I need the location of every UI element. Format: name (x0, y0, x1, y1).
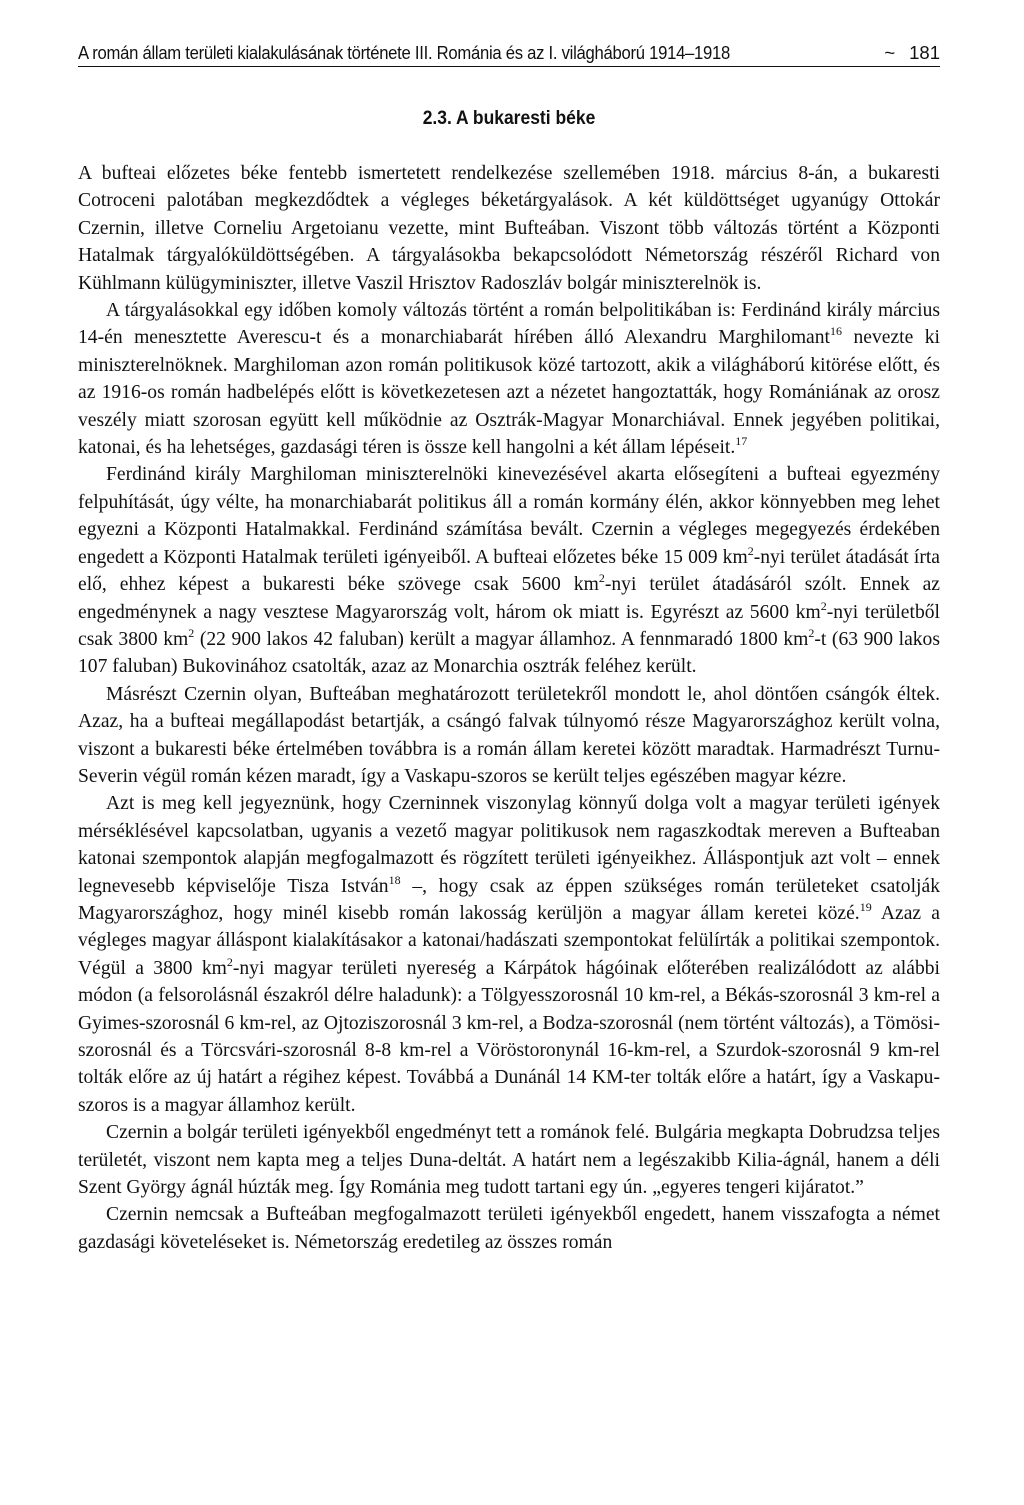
paragraph-text: A bufteai előzetes béke fentebb ismertetett rendelkezése szellemében 1918. március 8-án, a bukaresti Cotroceni palotában megkezdődtek a végleges béketárgyalások. A két küldöttséget ugyanúgy Ottokár Czernin, illetve Corneliu Argetoianu vezette, mint Bufteában. Viszont több változás történt a Központi Hatalmak tárgyalóküldöttségében. A tárgyalásokba bekapcsolódott Németország részéről Richard von Kühlmann külügyminiszter, illetve Vaszil Hrisztov Radoszláv bolgár miniszterelnök is. (78, 163, 940, 294)
paragraph (78, 1201, 940, 1256)
paragraph-text: Másrészt Czernin olyan, Bufteában meghatározott területekről mondott le, ahol döntően csángók éltek. Azaz, ha a bufteai megállapodást betartják, a csángó falvak túlnyomó része Magyarországhoz került volna, viszont a bukaresti béke értelmében továbbra is a román állam keretei között maradtak. Harmadrészt Turnu-Severin végül román kézen maradt, így a Vaskapu-szoros se került teljes egészében magyar kézre. (78, 683, 940, 787)
paragraph-text: Ferdinánd király Marghiloman miniszterelnöki kinevezésével akarta elősegíteni a bufteai egyezmény felpuhítását, úgy vélte, ha monarchiabarát politikus áll a román kormány élén, akkor könnyebben meg lehet egyezni a Központi Hatalmakkal. Ferdinánd számítása bevált. Czernin a végleges megegyezés érdekében engedett a Központi Hatalmak területi igényeiből. A bufteai előzetes béke 15 009 km (78, 464, 940, 568)
paragraph-text: -nyi magyar területi nyereség a Kárpátok hágóinak előterében realizálódott az alábbi módon (a felsorolásnál északról délre haladunk): a Tölgyesszorosnál 10 km-rel, a Békás-szorosnál 3 km-rel a Gyimes-szorosnál 6 km-rel, az Ojtoziszorosnál 3 km-rel, a Bodza-szorosnál (nem történt változás), a Tömösi-szorosnál és a Törcsvári-szorosnál 8-8 km-rel a Vöröstoronynál 16-km-rel, a Szurdok-szorosnál 9 km-rel tolták előre az új határt a régihez képest. Továbbá a Dunánál 14 KM-ter tolták előre a határt, így a Vaskapu-szoros is a magyar államhoz került. (78, 957, 940, 1116)
paragraph (78, 297, 940, 461)
paragraph-text: A tárgyalásokkal egy időben komoly változás történt a román belpolitikában is: Ferdinánd király március 14-én menesztette Averescu-t és a monarchiabarát hírében álló Alexandru Marghilomant (78, 300, 940, 349)
paragraph-text: -t (63 900 lakos 107 faluban) Bukovinához csatolták, azaz az Monarchia osztrák feléhez került. (78, 628, 940, 678)
superscript: 2 (598, 571, 605, 586)
paragraph (78, 160, 940, 297)
superscript: 2 (226, 954, 233, 969)
paragraph (78, 1119, 940, 1201)
superscript: 2 (808, 625, 815, 640)
paragraph-text: Czernin nemcsak a Bufteában megfogalmazott területi igényekből engedett, hanem visszafogta a német gazdasági követeléseket is. Németország eredetileg az összes román (78, 1204, 940, 1253)
paragraph-text: -nyi terület átadásáról szólt. Ennek az engedménynek a nagy vesztese Magyarország volt, három ok miatt is. Egyrészt az 5600 km (78, 574, 941, 623)
superscript: 2 (188, 625, 195, 640)
superscript: 16 (830, 324, 842, 339)
superscript: 17 (735, 434, 748, 449)
paragraph-text: -nyi területből csak 3800 km (78, 601, 940, 650)
paragraph-text: (22 900 lakos 42 faluban) került a magyar államhoz. A fennmaradó 1800 km (194, 628, 809, 650)
superscript: 18 (388, 872, 401, 887)
paragraph (78, 461, 940, 680)
body-text (78, 160, 940, 1256)
paragraph-text: -nyi terület átadását írta elő, ehhez képest a bukaresti béke szövege csak 5600 km (78, 546, 940, 596)
section-title: 2.3. A bukaresti béke (422, 108, 596, 129)
superscript: 2 (747, 543, 754, 558)
paragraph-text: nevezte ki miniszterelnöknek. Marghiloman azon román politikusok közé tartozott, akik a világháború kitörése előtt, és az 1916-os román hadbelépés előtt is következetesen azt a nézetet hangoztatták, hogy Romániának az orosz veszély miatt szorosan együtt kell működnie az Osztrák-Magyar Monarchiával. Ennek jegyében politikai, katonai, és ha lehetséges, gazdasági téren is össze kell hangolni a két állam lépéseit. (78, 327, 940, 459)
paragraph-text: Azaz a végleges magyar álláspont kialakításakor a katonai/hadászati szempontokat felülírták a politikai szempontok. Végül a 3800 km (78, 902, 941, 979)
running-head-title: A román állam területi kialakulásának története III. Románia és az I. világháború 1914–1918 (78, 42, 731, 63)
superscript: 19 (859, 899, 872, 914)
running-head-separator: ~ (884, 42, 896, 63)
running-head-page-group (874, 42, 940, 64)
paragraph (78, 790, 940, 1119)
running-head (78, 37, 940, 67)
superscript: 2 (820, 598, 827, 613)
paragraph-text: Azt is meg kell jegyeznünk, hogy Czerninnek viszonylag könnyű dolga volt a magyar területi igények mérséklésével kapcsolatban, ugyanis a vezető magyar politikusok nem ragaszkodtak mereven a Bufteaban katonai szempontok alapján megfogalmazott és rögzített területi igényeikhez. Álláspontjuk azt volt – ennek legnevesebb képviselője Tisza István (78, 793, 940, 897)
paragraph-text: –, hogy csak az éppen szükséges román területeket csatolják Magyarországhoz, hogy minél kisebb román lakosság kerüljön a magyar állam keretei közé. (78, 875, 940, 924)
page-number: 181 (909, 42, 940, 63)
paragraph (78, 681, 940, 791)
paragraph-text: Czernin a bolgár területi igényekből engedményt tett a románok felé. Bulgária megkapta Dobrudzsa teljes területét, viszont nem kapta meg a teljes Duna-deltát. A határt nem a legészakibb Kilia-ágnál, hanem a déli Szent György ágnál húzták meg. Így Románia meg tudott tartani egy ún. „egyeres tengeri kijáratot.” (78, 1122, 940, 1199)
